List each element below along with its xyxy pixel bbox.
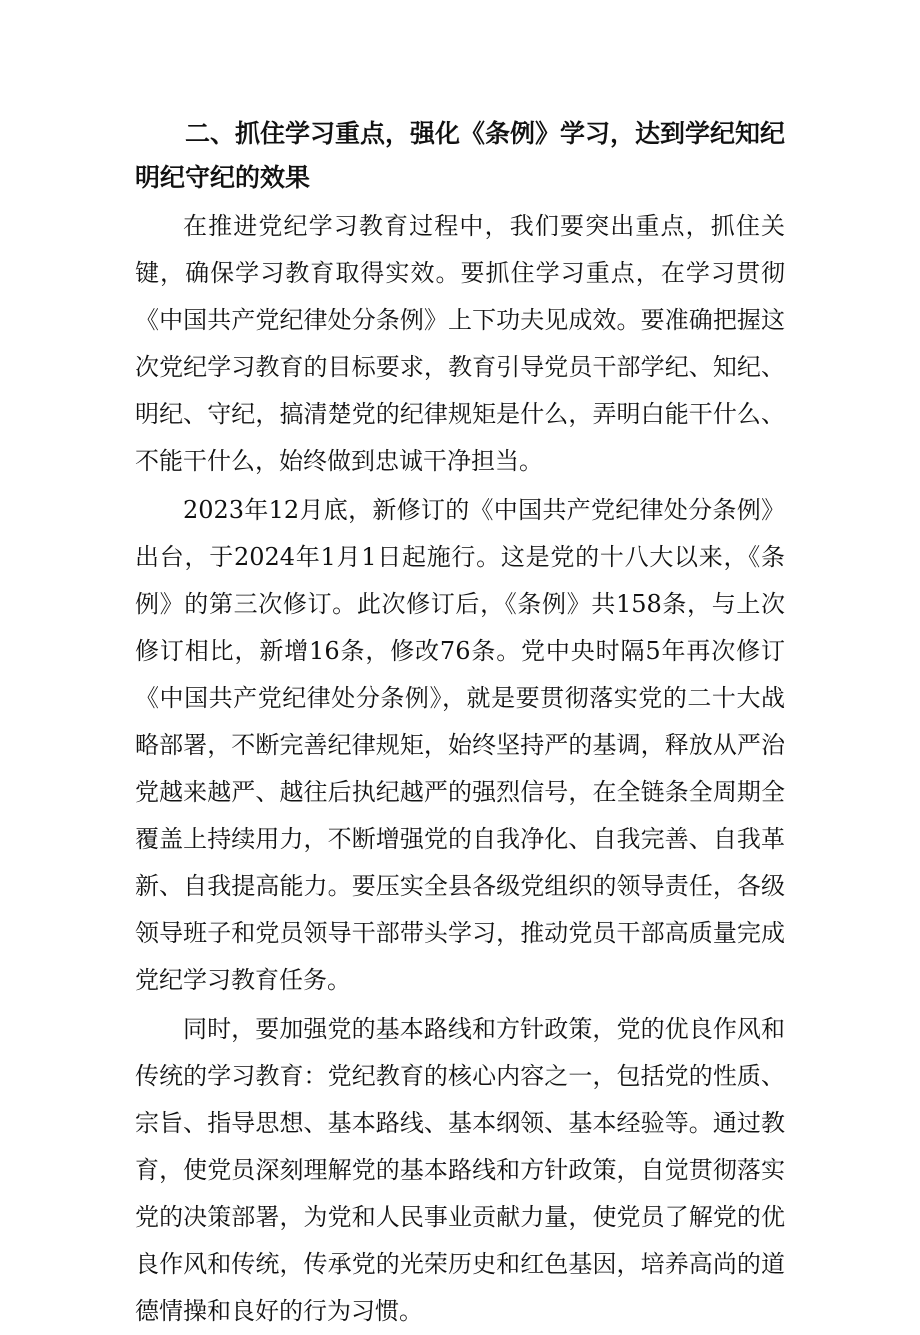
- paragraph-regulation-revision: 2023年12月底，新修订的《中国共产党纪律处分条例》出台，于2024年1月1日起施行。这是党的十八大以来，《条例》的第三次修订。此次修订后，《条例》共158条，与上次修订相比，新增16条，修改76条。党中央时隔5年再次修订《中国共产党纪律处分条例》，就是要贯彻落实党的二十大战略部署，不断完善纪律规矩，始终坚持严的基调，释放从严治党越来越严、越往后执纪越严的强烈信号，在全链条全周期全覆盖上持续用力，不断增强党的自我净化、自我完善、自我革新、自我提高能力。要压实全县各级党组织的领导责任，各级领导班子和党员领导干部带头学习，推动党员干部高质量完成党纪学习教育任务。: [135, 496, 785, 994]
- paragraph-study-focus: 在推进党纪学习教育过程中，我们要突出重点，抓住关键，确保学习教育取得实效。要抓住学习重点，在学习贯彻《中国共产党纪律处分条例》上下功夫见成效。要准确把握这次党纪学习教育的目标要求，教育引导党员干部学纪、知纪、明纪、守纪，搞清楚党的纪律规矩是什么，弄明白能干什么、不能干什么，始终做到忠诚干净担当。: [135, 212, 785, 475]
- paragraph-party-line-education: 同时，要加强党的基本路线和方针政策，党的优良作风和传统的学习教育：党纪教育的核心内容之一，包括党的性质、宗旨、指导思想、基本路线、基本纲领、基本经验等。通过教育，使党员深刻理解党的基本路线和方针政策，自觉贯彻落实党的决策部署，为党和人民事业贡献力量，使党员了解党的优良作风和传统，传承党的光荣历史和红色基因，培养高尚的道德情操和良好的行为习惯。: [135, 1015, 785, 1325]
- section-heading: 二、抓住学习重点，强化《条例》学习，达到学纪知纪明纪守纪的效果: [135, 119, 786, 192]
- document-body: [135, 112, 785, 1335]
